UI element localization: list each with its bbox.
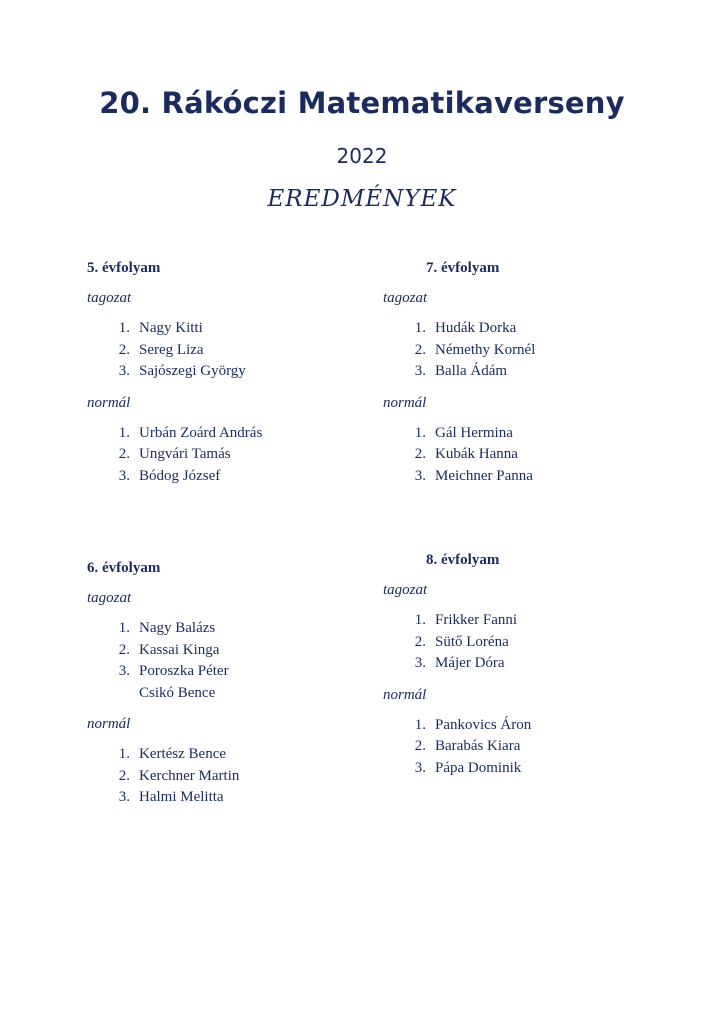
results-list-tagozat [87,618,387,704]
student-name: Frikker Fanni [435,612,518,628]
student-name: Nagy Kitti [139,320,203,336]
student-name: Meichner Panna [435,467,533,484]
list-item: 1. Urbán Zoárd András [87,423,387,445]
year: 2022 [336,144,388,168]
list-item: 3. Bódog József [87,466,387,488]
student-name: Sütő Loréna [435,633,509,650]
list-item: 3. Halmi Melitta [87,787,387,809]
student-name: Csikó Bence [139,684,216,701]
student-name: Kerchner Martin [139,767,240,784]
category-label-normal: normál [383,686,427,703]
list-item: 1. Frikker Fanni [383,610,683,632]
list-item: 2. Sereg Liza [87,340,387,362]
list-item [87,683,387,705]
student-name: Ungvári Tamás [139,446,231,462]
category-label-tagozat: tagozat [383,290,428,306]
list-item: 1. Pankovics Áron [383,715,683,737]
category-label-normal: normál [383,394,427,411]
list-item: 2. Sütő Loréna [383,632,683,654]
student-name: Halmi Melitta [139,789,224,805]
results-list-normal [87,744,387,809]
list-item: 1. Nagy Kitti [87,318,387,340]
student-name: Poroszka Péter [139,663,229,679]
student-name: Kassai Kinga [139,641,220,658]
grade-title: 6. évfolyam [87,560,161,576]
list-item: 1. Nagy Balázs [87,618,387,640]
list-item: 1. Gál Hermina [383,423,683,445]
list-item: 1. Hudák Dorka [383,318,683,340]
results-list-normal [383,423,683,488]
list-item: 2. Kubák Hanna [383,444,683,466]
list-item: 2. Kassai Kinga [87,640,387,662]
student-name: Pápa Dominik [435,759,522,776]
student-name: Pankovics Áron [435,716,532,733]
list-item: 3. Sajószegi György [87,361,387,383]
list-item: 3. Pápa Dominik [383,758,683,780]
grade-6-section [87,558,387,819]
category-label-tagozat: tagozat [383,582,428,598]
grade-title: 5. évfolyam [87,260,161,276]
list-item: 2. Némethy Kornél [383,340,683,362]
list-item: 3. Balla Ádám [383,361,683,383]
student-name: Bódog József [139,467,221,484]
results-list-normal [383,715,683,780]
student-name: Hudák Dorka [435,320,517,336]
student-name: Némethy Kornél [435,341,536,358]
results-list-tagozat [383,318,683,383]
results-list-tagozat [383,610,683,675]
category-label-normal: normál [87,394,131,411]
list-item: 2. Barabás Kiara [383,736,683,758]
page-title: 20. Rákóczi Matematikaverseny [99,86,625,120]
grade-title: 8. évfolyam [426,552,500,568]
list-item: 1. Kertész Bence [87,744,387,766]
student-name: Balla Ádám [435,363,508,379]
grade-5-section [87,258,387,497]
student-name: Nagy Balázs [139,620,216,636]
student-name: Kubák Hanna [435,446,518,462]
list-item: 3. Májer Dóra [383,653,683,675]
list-item: 3. Poroszka Péter [87,661,387,683]
results-heading: EREDMÉNYEK [267,186,457,212]
student-name: Urbán Zoárd András [139,424,263,441]
grade-title: 7. évfolyam [426,260,500,276]
results-list-tagozat [87,318,387,383]
student-name: Sajószegi György [139,363,246,379]
grade-8-section [383,550,683,789]
results-list-normal [87,423,387,488]
list-item: 3. Meichner Panna [383,466,683,488]
student-name: Májer Dóra [435,655,505,671]
category-label-normal: normál [87,716,131,732]
student-name: Sereg Liza [139,341,204,358]
student-name: Gál Hermina [435,424,513,441]
list-item: 2. Ungvári Tamás [87,444,387,466]
student-name: Barabás Kiara [435,738,521,754]
category-label-tagozat: tagozat [87,290,132,306]
student-name: Kertész Bence [139,746,227,762]
list-item: 2. Kerchner Martin [87,766,387,788]
category-label-tagozat: tagozat [87,590,132,606]
grade-7-section [383,258,683,497]
